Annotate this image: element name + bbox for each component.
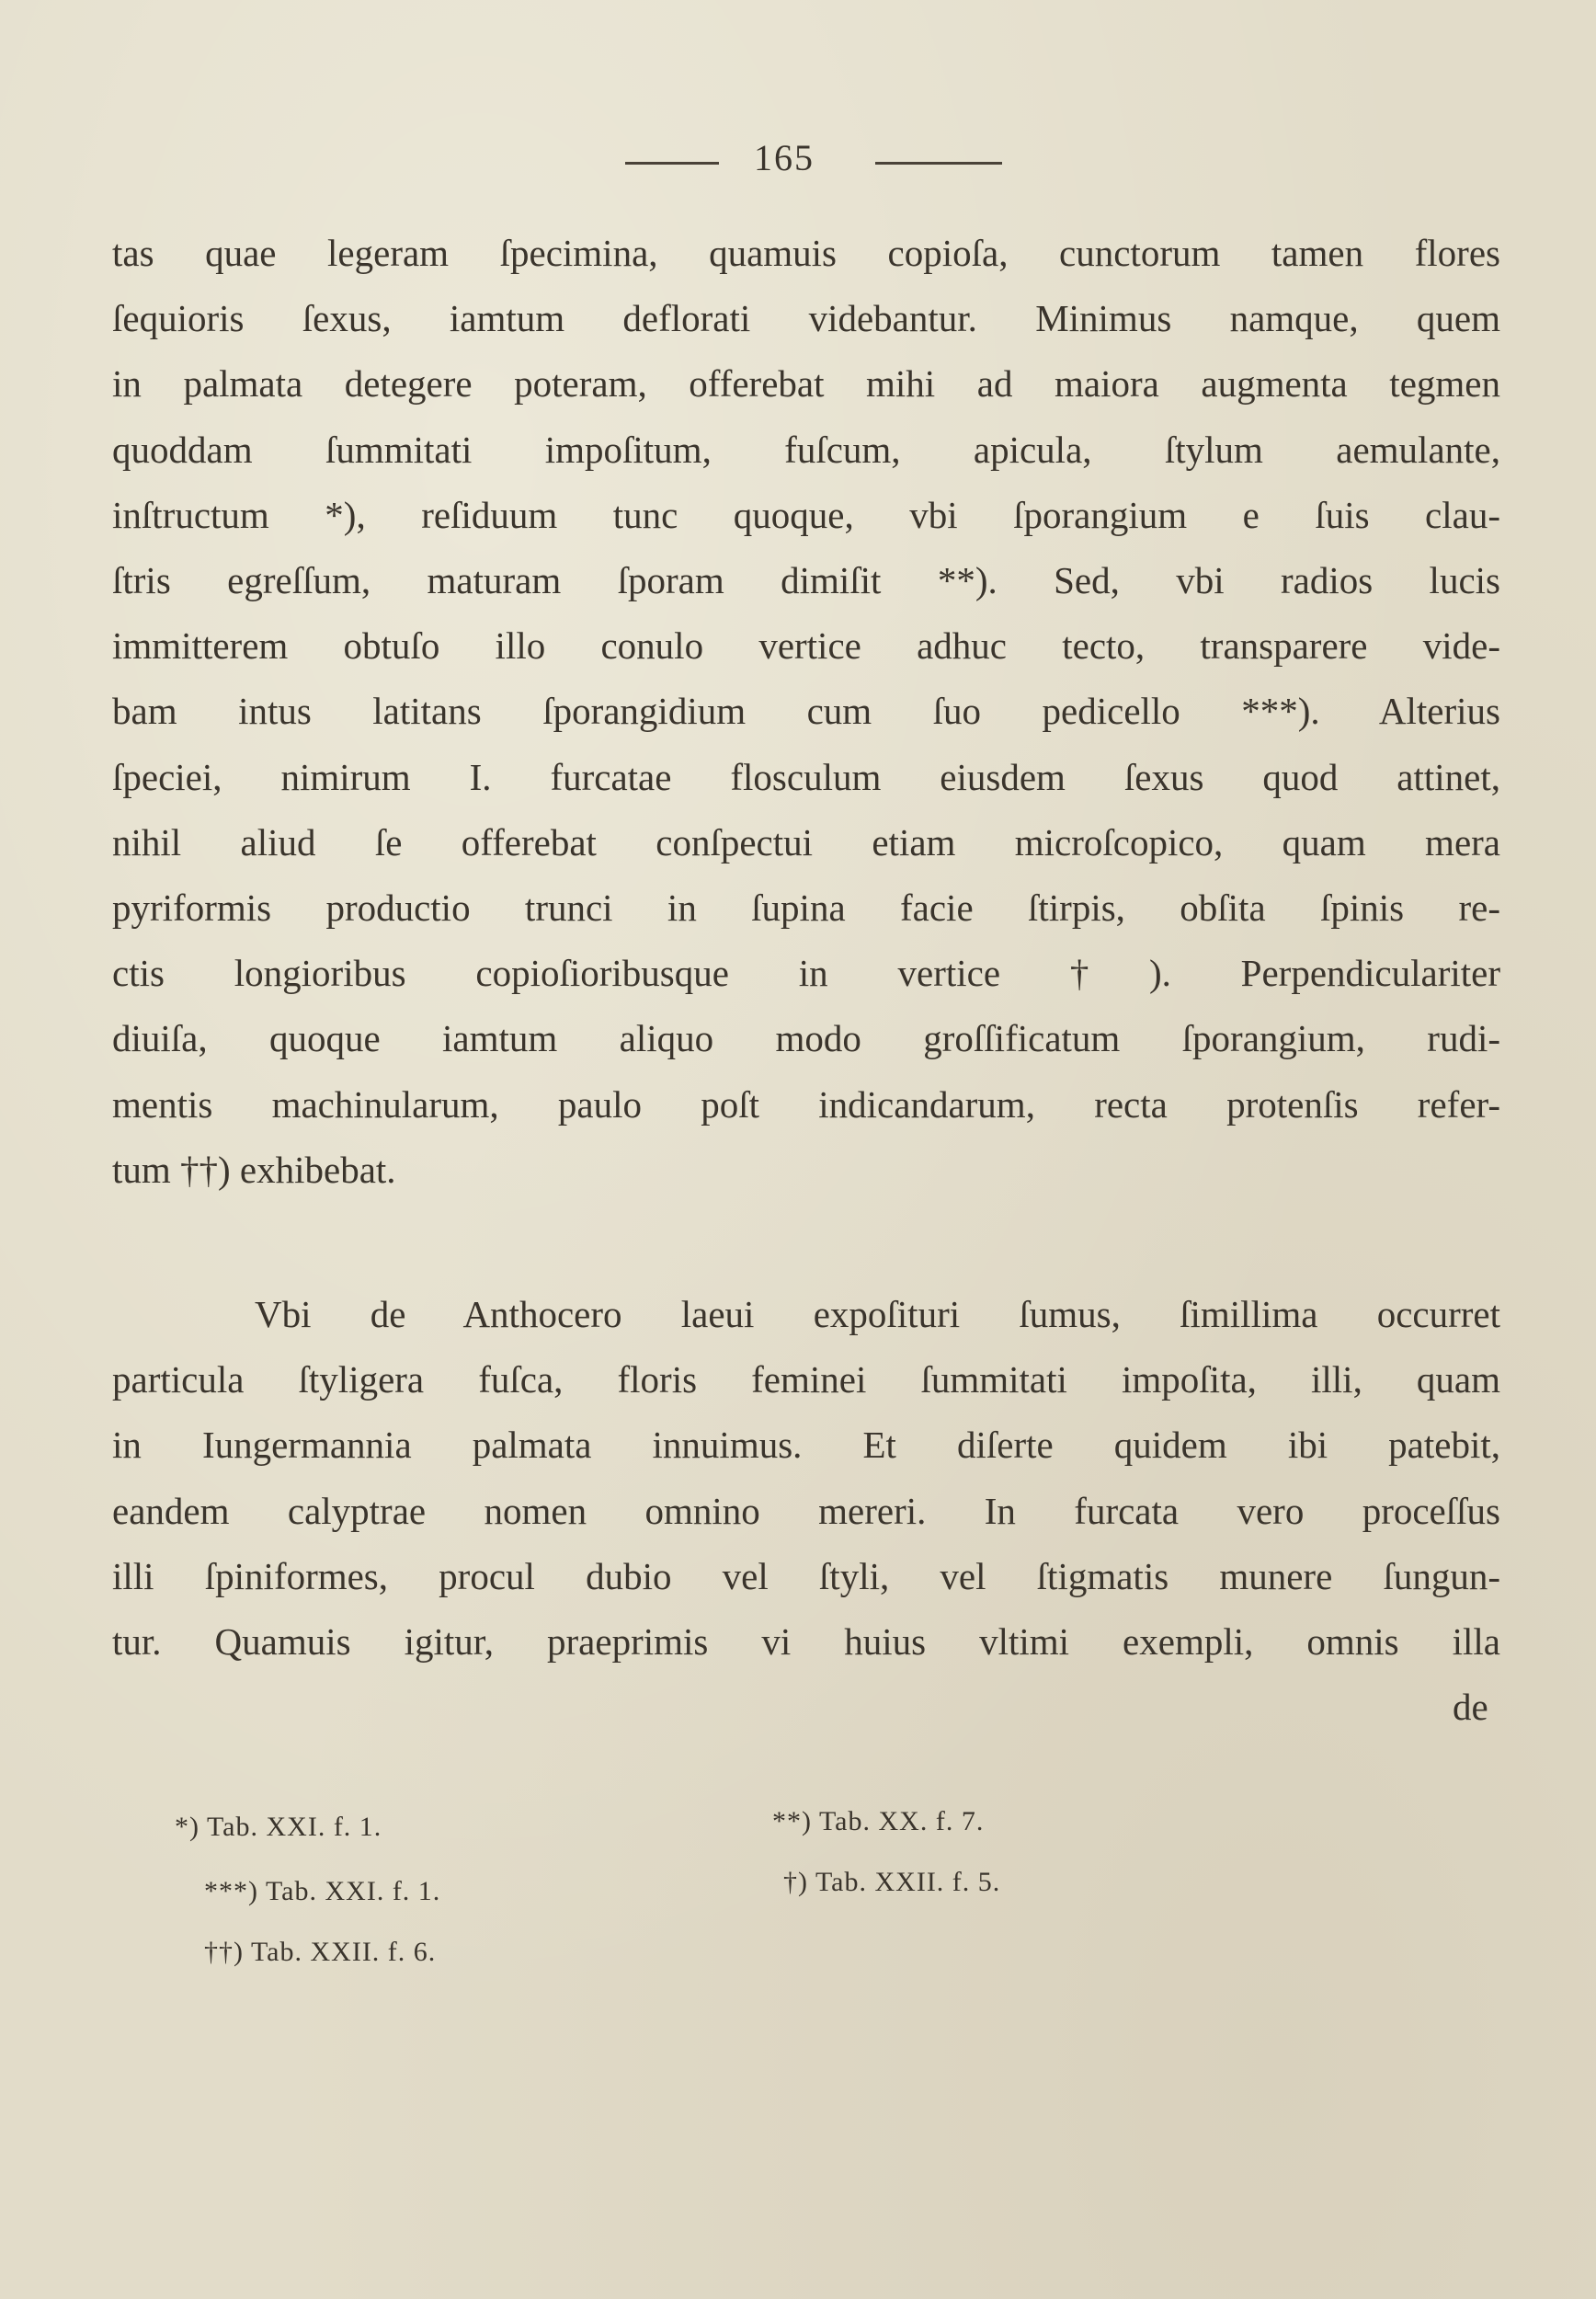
text-line-last: tum ††) exhibebat.	[112, 1148, 396, 1191]
text-line: in palmata detegere poteram, offerebat mihi ad maiora augmenta tegmen	[112, 362, 1500, 406]
page-number: 165	[754, 137, 815, 178]
page-header	[0, 136, 1596, 191]
text-line: tur. Quamuis igitur, praeprimis vi huius vltimi exempli, omnis illa	[112, 1620, 1500, 1664]
text-line: ctis longioribus copioſioribusque in vertice †). Perpendiculariter	[112, 952, 1500, 995]
footnote: *) Tab. XXI. f. 1.	[175, 1812, 382, 1842]
text-line: ſtris egreſſum, maturam ſporam dimiſit **). Sed, vbi radios lucis	[112, 559, 1500, 602]
text-line: pyriformis productio trunci in ſupina facie ſtirpis, obſita ſpinis re-	[112, 886, 1500, 930]
text-line: tas quae legeram ſpecimina, quamuis copioſa, cunctorum tamen flores	[112, 232, 1500, 274]
footnote: **) Tab. XX. f. 7.	[772, 1806, 985, 1836]
text-line: bam intus latitans ſporangidium cum ſuo pedicello ***). Alterius	[112, 690, 1500, 733]
text-line: immitterem obtuſo illo conulo vertice adhuc tecto, transparere vide-	[112, 624, 1500, 668]
paragraph-1	[112, 221, 1500, 1210]
text-line: inſtructum *), reſiduum tunc quoque, vbi ſporangium e ſuis clau-	[112, 493, 1500, 536]
paragraph-2	[112, 1282, 1500, 1677]
text-line: quoddam ſummitati impoſitum, fuſcum, apicula, ſtylum aemulante,	[112, 428, 1500, 471]
footnote: †) Tab. XXII. f. 5.	[783, 1867, 1001, 1897]
text-line: ſequioris ſexus, iamtum deflorati videbantur. Minimus namque, quem	[112, 297, 1500, 340]
text-line: particula ſtyligera fuſca, floris feminei ſummitati impoſita, illi, quam	[112, 1358, 1500, 1401]
text-line: Vbi de Anthocero laeui expoſituri ſumus, ſimillima occurret	[255, 1293, 1500, 1335]
text-line: ſpeciei, nimirum I. furcatae flosculum eiusdem ſexus quod attinet,	[112, 755, 1500, 798]
footnote: ***) Tab. XXI. f. 1.	[204, 1876, 441, 1906]
text-line: diuiſa, quoque iamtum aliquo modo groſſificatum ſporangium, rudi-	[112, 1017, 1500, 1060]
header-rule-left	[625, 162, 719, 165]
footnote: ††) Tab. XXII. f. 6.	[204, 1937, 437, 1967]
text-line: in Iungermannia palmata innuimus. Et diſerte quidem ibi patebit,	[112, 1424, 1500, 1467]
catchword: de	[1453, 1686, 1488, 1728]
text-line: mentis machinularum, paulo poſt indicandarum, recta protenſis refer-	[112, 1082, 1500, 1126]
header-rule-right	[875, 162, 1002, 165]
text-line: nihil aliud ſe offerebat conſpectui etiam microſcopico, quam mera	[112, 820, 1500, 864]
text-line: illi ſpiniformes, procul dubio vel ſtyli, vel ſtigmatis munere ſungun-	[112, 1554, 1500, 1597]
text-line: eandem calyptrae nomen omnino mereri. In furcata vero proceſſus	[112, 1489, 1500, 1532]
